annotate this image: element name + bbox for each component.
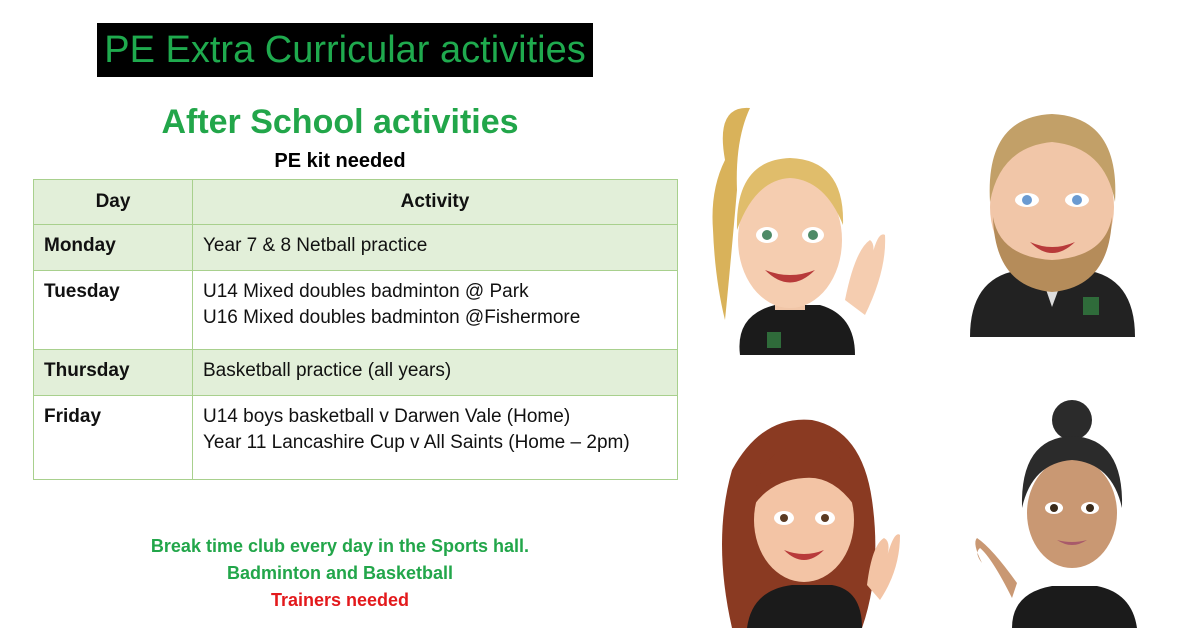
section-title: After School activities <box>161 103 519 141</box>
break-time-note: Break time club every day in the Sports hall. <box>150 536 530 556</box>
activity-line: U14 Mixed doubles badminton @ Park <box>203 281 529 302</box>
day-cell: Friday <box>34 396 193 480</box>
activity-line: Year 7 & 8 Netball practice <box>203 235 428 256</box>
column-header-day: Day <box>34 180 193 225</box>
column-header-activity: Activity <box>193 180 678 225</box>
sports-note: Badminton and Basketball <box>226 563 454 583</box>
table-row <box>34 271 678 350</box>
table-row <box>34 225 678 271</box>
avatar-brunette-teacher-icon <box>712 410 902 628</box>
avatar-darkhair-teacher-icon <box>972 398 1142 628</box>
day-cell: Tuesday <box>34 271 193 350</box>
avatar-blonde-teacher-icon <box>705 100 890 362</box>
kit-note: PE kit needed <box>274 150 406 172</box>
footer-notes <box>40 533 640 614</box>
activity-line: Year 11 Lancashire Cup v All Saints (Home – 2pm) <box>203 432 630 453</box>
table-row <box>34 350 678 396</box>
activity-cell <box>193 396 678 480</box>
activity-cell <box>193 225 678 271</box>
page-title: PE Extra Curricular activities <box>97 23 593 77</box>
trainers-note: Trainers needed <box>270 590 410 610</box>
activity-line: U16 Mixed doubles badminton @Fishermore <box>203 307 581 328</box>
activity-cell <box>193 271 678 350</box>
activity-cell <box>193 350 678 396</box>
table-header-row <box>34 180 678 225</box>
table-row <box>34 396 678 480</box>
avatar-bearded-teacher-icon <box>965 92 1140 342</box>
schedule-table <box>33 179 678 480</box>
day-cell: Thursday <box>34 350 193 396</box>
activity-line: U14 boys basketball v Darwen Vale (Home) <box>203 406 571 427</box>
activity-line: Basketball practice (all years) <box>203 360 452 381</box>
day-cell: Monday <box>34 225 193 271</box>
